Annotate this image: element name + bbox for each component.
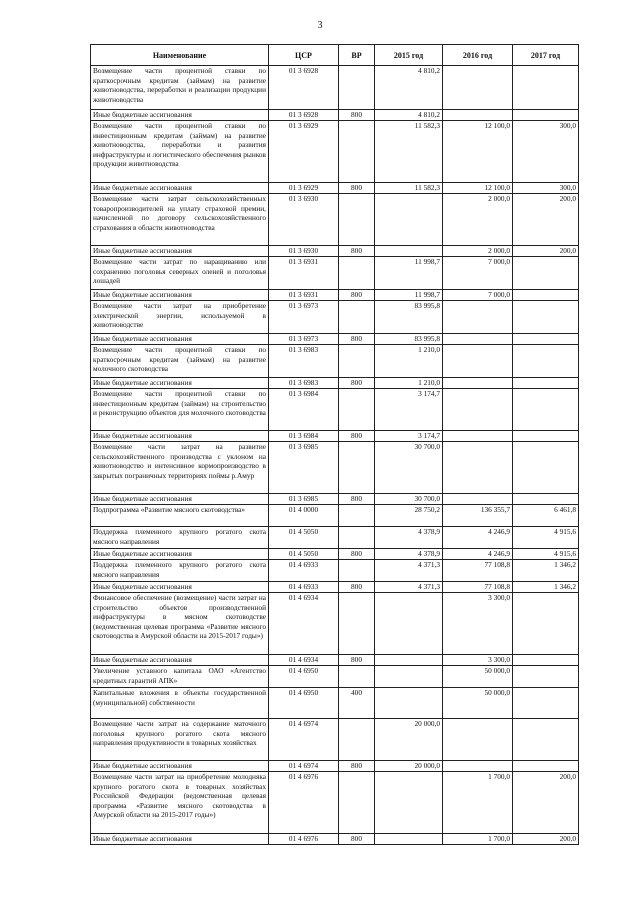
cell-2017: [513, 431, 579, 442]
cell-2015: 11 998,7: [375, 257, 443, 290]
cell-2016: [443, 345, 513, 378]
header-2017: 2017 год: [513, 45, 579, 66]
cell-vr: [339, 719, 375, 761]
cell-2017: [513, 334, 579, 345]
table-row: [91, 183, 579, 194]
cell-2016: 3 300,0: [443, 593, 513, 655]
cell-2015: 83 995,8: [375, 301, 443, 334]
cell-2016: 7 000,0: [443, 257, 513, 290]
cell-vr: [339, 593, 375, 655]
table-row: [91, 301, 579, 334]
cell-vr: [339, 257, 375, 290]
cell-csr: 01 3 6973: [269, 301, 339, 334]
table-row: [91, 378, 579, 389]
cell-2015: [375, 655, 443, 666]
cell-vr: 800: [339, 334, 375, 345]
budget-table: [90, 44, 579, 845]
cell-2016: [443, 389, 513, 431]
cell-2016: 50 000,0: [443, 666, 513, 688]
cell-2017: 200,0: [513, 194, 579, 246]
cell-2017: 4 915,6: [513, 549, 579, 560]
cell-2016: [443, 110, 513, 121]
table-row: [91, 834, 579, 845]
table-row: [91, 290, 579, 301]
cell-name: Иные бюджетные ассигнования: [91, 549, 269, 560]
cell-name: Возмещение части затрат на содержание маточного поголовья крупного рогатого скота мясного направления продуктивности в товарных хозяйствах: [91, 719, 269, 761]
table-row: [91, 194, 579, 246]
cell-2017: 1 346,2: [513, 560, 579, 582]
cell-csr: 01 3 6983: [269, 378, 339, 389]
cell-2017: [513, 688, 579, 719]
cell-csr: 01 4 6950: [269, 688, 339, 719]
cell-name: Иные бюджетные ассигнования: [91, 761, 269, 772]
cell-2017: [513, 110, 579, 121]
cell-2017: [513, 345, 579, 378]
cell-name: Возмещение части процентной ставки по инвестиционным кредитам (займам) на строительство и реконструкцию объектов для молочного скотоводства: [91, 389, 269, 431]
cell-2015: 83 995,8: [375, 334, 443, 345]
cell-csr: 01 4 6933: [269, 560, 339, 582]
cell-2016: 1 700,0: [443, 834, 513, 845]
cell-2017: [513, 66, 579, 110]
cell-2016: 3 300,0: [443, 655, 513, 666]
table-row: [91, 772, 579, 834]
cell-2017: [513, 719, 579, 761]
cell-2016: [443, 378, 513, 389]
cell-name: Возмещение части затрат на приобретение электрической энергии, используемой в животноводстве: [91, 301, 269, 334]
cell-vr: 800: [339, 246, 375, 257]
cell-2015: 20 000,0: [375, 719, 443, 761]
cell-2016: [443, 719, 513, 761]
cell-name: Иные бюджетные ассигнования: [91, 183, 269, 194]
cell-2015: [375, 246, 443, 257]
table-row: [91, 66, 579, 110]
cell-2017: 200,0: [513, 834, 579, 845]
cell-2016: [443, 442, 513, 494]
cell-name: Иные бюджетные ассигнования: [91, 378, 269, 389]
cell-2017: [513, 666, 579, 688]
cell-csr: 01 3 6985: [269, 442, 339, 494]
cell-2015: 4 378,9: [375, 549, 443, 560]
cell-vr: [339, 66, 375, 110]
cell-name: Иные бюджетные ассигнования: [91, 431, 269, 442]
cell-2015: 30 700,0: [375, 494, 443, 505]
cell-name: Подпрограмма «Развитие мясного скотоводства»: [91, 505, 269, 527]
cell-csr: 01 4 6974: [269, 761, 339, 772]
table-row: [91, 666, 579, 688]
cell-name: Возмещение части процентной ставки по краткосрочным кредитам (займам) на развитие животноводства, переработки и реализации продукции животноводства: [91, 66, 269, 110]
cell-vr: [339, 442, 375, 494]
cell-csr: 01 4 0000: [269, 505, 339, 527]
cell-vr: 800: [339, 549, 375, 560]
cell-name: Возмещение части затрат сельскохозяйственных товаропроизводителей на уплату страховой премии, начисленной по договору сельскохозяйственного страхования в области животноводства: [91, 194, 269, 246]
header-2015: 2015 год: [375, 45, 443, 66]
table-row: [91, 110, 579, 121]
cell-2016: 7 000,0: [443, 290, 513, 301]
cell-2016: 77 108,8: [443, 560, 513, 582]
cell-2016: [443, 301, 513, 334]
cell-2017: 4 915,6: [513, 527, 579, 549]
table-row: [91, 655, 579, 666]
cell-2015: [375, 666, 443, 688]
cell-name: Капитальные вложения в объекты государственной (муниципальной) собственности: [91, 688, 269, 719]
cell-2016: [443, 66, 513, 110]
cell-2017: [513, 378, 579, 389]
cell-vr: [339, 527, 375, 549]
cell-csr: 01 4 5050: [269, 527, 339, 549]
cell-csr: 01 4 6934: [269, 655, 339, 666]
cell-csr: 01 3 6930: [269, 194, 339, 246]
cell-2017: [513, 761, 579, 772]
table-row: [91, 494, 579, 505]
table-row: [91, 761, 579, 772]
cell-name: Возмещение части процентной ставки по краткосрочным кредитам (займам) на развитие молочного скотоводства: [91, 345, 269, 378]
cell-name: Возмещение части процентной ставки по инвестиционным кредитам (займам) на развитие животноводства, переработки и развития инфраструктуры и логистического обеспечения рынков продукции животноводства: [91, 121, 269, 183]
table-row: [91, 334, 579, 345]
cell-vr: [339, 389, 375, 431]
cell-csr: 01 3 6984: [269, 389, 339, 431]
cell-2015: 1 210,0: [375, 378, 443, 389]
cell-name: Возмещение части затрат по наращиванию или сохранению поголовья северных оленей и поголовья лошадей: [91, 257, 269, 290]
table-body: [91, 66, 579, 845]
cell-vr: [339, 505, 375, 527]
cell-vr: 800: [339, 183, 375, 194]
table-row: [91, 442, 579, 494]
cell-name: Иные бюджетные ассигнования: [91, 494, 269, 505]
cell-2017: [513, 494, 579, 505]
cell-2015: [375, 593, 443, 655]
table-row: [91, 549, 579, 560]
cell-2016: 4 246,9: [443, 527, 513, 549]
cell-2015: 11 582,3: [375, 121, 443, 183]
cell-csr: 01 3 6973: [269, 334, 339, 345]
cell-vr: [339, 194, 375, 246]
cell-2016: [443, 761, 513, 772]
cell-2016: 50 000,0: [443, 688, 513, 719]
cell-2015: 28 750,2: [375, 505, 443, 527]
cell-name: Иные бюджетные ассигнования: [91, 834, 269, 845]
cell-2017: [513, 442, 579, 494]
cell-2015: 11 582,3: [375, 183, 443, 194]
cell-2017: 200,0: [513, 246, 579, 257]
cell-2016: 2 000,0: [443, 246, 513, 257]
cell-name: Иные бюджетные ассигнования: [91, 655, 269, 666]
cell-name: Иные бюджетные ассигнования: [91, 110, 269, 121]
cell-vr: 800: [339, 761, 375, 772]
cell-2015: [375, 772, 443, 834]
cell-2016: 4 246,9: [443, 549, 513, 560]
cell-vr: 800: [339, 378, 375, 389]
table-row: [91, 582, 579, 593]
cell-vr: [339, 345, 375, 378]
table-row: [91, 246, 579, 257]
cell-vr: 800: [339, 655, 375, 666]
cell-2015: 1 210,0: [375, 345, 443, 378]
cell-csr: 01 4 6934: [269, 593, 339, 655]
cell-csr: 01 4 6976: [269, 772, 339, 834]
cell-2017: [513, 655, 579, 666]
header-csr: ЦСР: [269, 45, 339, 66]
cell-csr: 01 3 6929: [269, 183, 339, 194]
cell-csr: 01 3 6928: [269, 110, 339, 121]
cell-name: Финансовое обеспечение (возмещение) части затрат на строительство объектов производственной инфраструктуры в мясном скотоводстве (ведомственная целевая программа «Развитие мясного скотоводства в Амурской области на 2015-2017 годы»): [91, 593, 269, 655]
cell-vr: 800: [339, 582, 375, 593]
cell-csr: 01 3 6929: [269, 121, 339, 183]
cell-2017: [513, 290, 579, 301]
page-number: 3: [317, 20, 323, 31]
table-row: [91, 593, 579, 655]
cell-2016: [443, 431, 513, 442]
cell-2017: [513, 257, 579, 290]
cell-2015: 4 371,3: [375, 582, 443, 593]
cell-csr: 01 4 6974: [269, 719, 339, 761]
table-row: [91, 389, 579, 431]
cell-2016: 77 108,8: [443, 582, 513, 593]
cell-2015: [375, 834, 443, 845]
cell-name: Поддержка племенного крупного рогатого скота мясного направления: [91, 527, 269, 549]
cell-name: Увеличение уставного капитала ОАО «Агентство кредитных гарантий АПК»: [91, 666, 269, 688]
cell-2016: 12 100,0: [443, 121, 513, 183]
cell-2017: [513, 389, 579, 431]
cell-2016: [443, 334, 513, 345]
cell-2015: 4 810,2: [375, 66, 443, 110]
cell-csr: 01 3 6985: [269, 494, 339, 505]
header-2016: 2016 год: [443, 45, 513, 66]
cell-vr: 800: [339, 431, 375, 442]
table-row: [91, 719, 579, 761]
cell-2015: 3 174,7: [375, 389, 443, 431]
table-row: [91, 345, 579, 378]
cell-vr: [339, 121, 375, 183]
table-header-row: [91, 45, 579, 66]
cell-2017: 200,0: [513, 772, 579, 834]
cell-2015: 20 000,0: [375, 761, 443, 772]
cell-2016: 1 700,0: [443, 772, 513, 834]
cell-name: Иные бюджетные ассигнования: [91, 334, 269, 345]
header-name: Наименование: [91, 45, 269, 66]
cell-2015: 4 378,9: [375, 527, 443, 549]
cell-2017: 300,0: [513, 183, 579, 194]
cell-2016: [443, 494, 513, 505]
cell-vr: [339, 772, 375, 834]
cell-vr: [339, 666, 375, 688]
cell-2017: 300,0: [513, 121, 579, 183]
cell-2016: 136 355,7: [443, 505, 513, 527]
table-row: [91, 560, 579, 582]
cell-vr: 800: [339, 834, 375, 845]
cell-name: Иные бюджетные ассигнования: [91, 290, 269, 301]
cell-csr: 01 3 6931: [269, 290, 339, 301]
cell-2016: 2 000,0: [443, 194, 513, 246]
table-row: [91, 527, 579, 549]
cell-csr: 01 4 5050: [269, 549, 339, 560]
cell-vr: 400: [339, 688, 375, 719]
cell-2015: 30 700,0: [375, 442, 443, 494]
table-row: [91, 121, 579, 183]
cell-csr: 01 3 6984: [269, 431, 339, 442]
cell-csr: 01 4 6950: [269, 666, 339, 688]
table-row: [91, 431, 579, 442]
cell-vr: [339, 301, 375, 334]
cell-2015: 3 174,7: [375, 431, 443, 442]
cell-name: Возмещение части затрат на приобретение молодняка крупного рогатого скота в товарных хозяйствах Российской Федерации (ведомственная целевая программа «Развитие мясного скотоводства в Амурской области на 2015-2017 годы»): [91, 772, 269, 834]
cell-csr: 01 4 6976: [269, 834, 339, 845]
cell-csr: 01 3 6930: [269, 246, 339, 257]
cell-csr: 01 3 6983: [269, 345, 339, 378]
cell-csr: 01 3 6928: [269, 66, 339, 110]
cell-2015: 11 998,7: [375, 290, 443, 301]
cell-vr: 800: [339, 494, 375, 505]
cell-vr: 800: [339, 110, 375, 121]
header-vr: ВР: [339, 45, 375, 66]
table-row: [91, 505, 579, 527]
cell-vr: [339, 560, 375, 582]
table-row: [91, 257, 579, 290]
cell-2016: 12 100,0: [443, 183, 513, 194]
cell-2017: [513, 593, 579, 655]
cell-name: Иные бюджетные ассигнования: [91, 582, 269, 593]
cell-2015: [375, 194, 443, 246]
cell-csr: 01 4 6933: [269, 582, 339, 593]
cell-2015: [375, 688, 443, 719]
cell-name: Возмещение части затрат на развитие сельскохозяйственного производства с уклоном на животноводство и интенсивное кормопроизводство в закрытых пограничных территориях поймы р.Амур: [91, 442, 269, 494]
cell-name: Поддержка племенного крупного рогатого скота мясного направления: [91, 560, 269, 582]
cell-csr: 01 3 6931: [269, 257, 339, 290]
cell-2017: 1 346,2: [513, 582, 579, 593]
cell-name: Иные бюджетные ассигнования: [91, 246, 269, 257]
cell-2017: [513, 301, 579, 334]
cell-2015: 4 810,2: [375, 110, 443, 121]
table-row: [91, 688, 579, 719]
cell-vr: 800: [339, 290, 375, 301]
cell-2015: 4 371,3: [375, 560, 443, 582]
cell-2017: 6 461,8: [513, 505, 579, 527]
